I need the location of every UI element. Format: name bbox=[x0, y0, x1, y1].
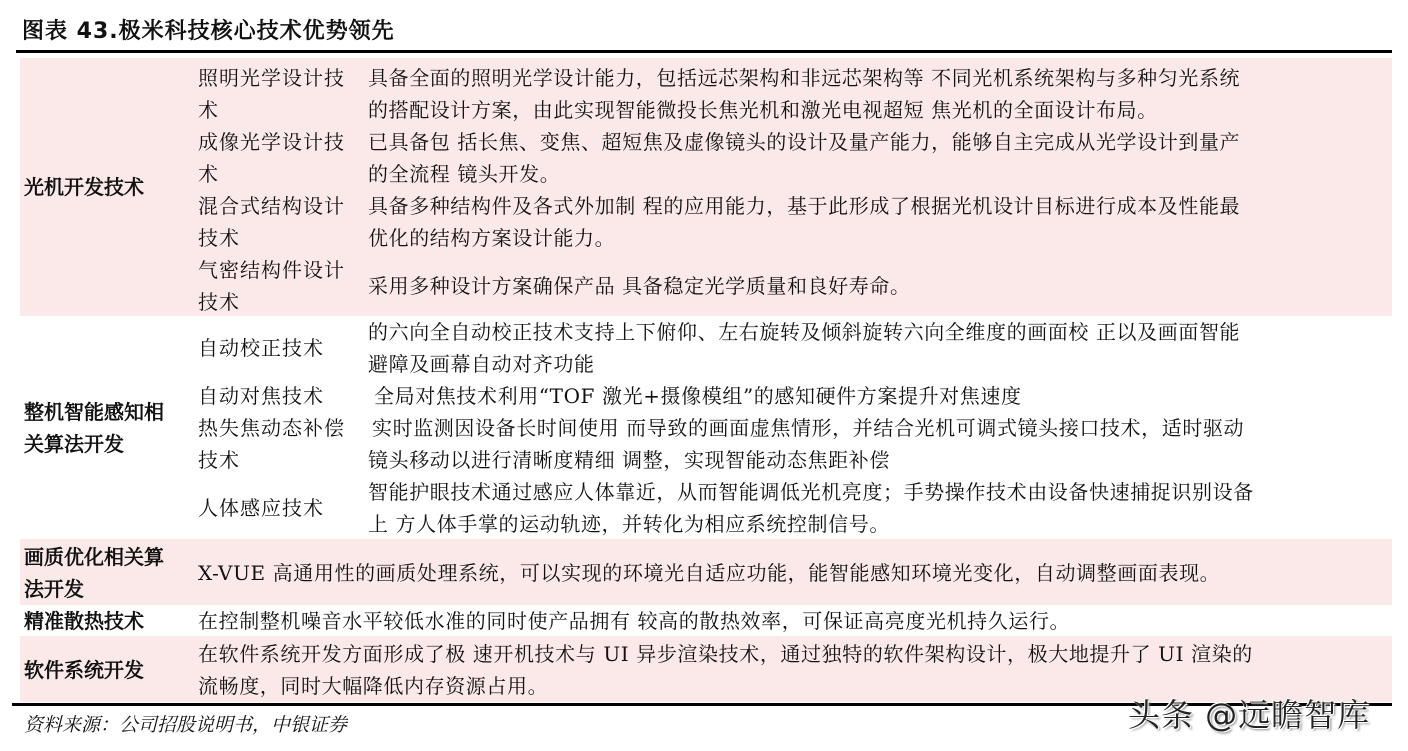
item-desc: 的全流程 镜头开发。 bbox=[368, 162, 561, 186]
item-name: 气密结构件设计 bbox=[198, 258, 345, 282]
category-label: 关算法开发 bbox=[24, 432, 124, 456]
section-optical-engine bbox=[20, 58, 1392, 316]
item-name: 自动校正技术 bbox=[198, 336, 324, 360]
item-name: 技术 bbox=[198, 226, 240, 250]
item-desc: 智能护眼技术通过感应人体靠近，从而智能调低光机亮度；手势操作技术由设备快速捕捉识别设备 bbox=[368, 480, 1254, 504]
item-desc: 流畅度，同时大幅降低内存资源占用。 bbox=[198, 674, 549, 698]
item-name: 照明光学设计技 bbox=[198, 66, 345, 90]
item-name: 术 bbox=[198, 162, 219, 186]
source-note: 资料来源：公司招股说明书，中银证券 bbox=[24, 714, 348, 736]
item-name: 成像光学设计技 bbox=[198, 130, 345, 154]
item-desc: 的搭配设计方案，由此实现智能微投长焦光机和激光电视超短 焦光机的全面设计布局。 bbox=[368, 98, 1158, 122]
item-desc: X-VUE 高通用性的画质处理系统，可以实现的环境光自适应功能，能智能感知环境光变化，自动调整画面表现。 bbox=[198, 561, 1221, 585]
item-name: 人体感应技术 bbox=[198, 496, 324, 520]
item-desc: 避障及画幕自动对齐功能 bbox=[368, 352, 595, 376]
item-desc: 在控制整机噪音水平较低水准的同时使产品拥有 较高的散热效率，可保证高亮度光机持久运行。 bbox=[198, 609, 1071, 633]
item-desc: 采用多种设计方案确保产品 具备稳定光学质量和良好寿命。 bbox=[368, 274, 911, 298]
item-desc: 具备全面的照明光学设计能力，包括远芯架构和非远芯架构等 不同光机系统架构与多种匀光系统 bbox=[368, 66, 1241, 90]
watermark: 头条 @远瞻智库 bbox=[1128, 696, 1371, 734]
item-desc: 优化的结构方案设计能力。 bbox=[368, 226, 616, 250]
item-desc: 的六向全自动校正技术支持上下俯仰、左右旋转及倾斜旋转六向全维度的画面校 正以及画面智能 bbox=[368, 320, 1241, 344]
item-desc: 镜头移动以进行清晰度精细 调整，实现智能动态焦距补偿 bbox=[368, 448, 890, 472]
item-desc: 在软件系统开发方面形成了极 速开机技术与 UI 异步渲染技术，通过独特的软件架构设计，极大地提升了 UI 渲染的 bbox=[198, 642, 1253, 666]
item-desc: 实时监测因设备长时间使用 而导致的画面虚焦情形，并结合光机可调式镜头接口技术，适时驱动 bbox=[372, 416, 1245, 440]
category-label: 光机开发技术 bbox=[24, 175, 144, 199]
item-desc: 已具备包 括长焦、变焦、超短焦及虚像镜头的设计及量产能力，能够自主完成从光学设计到量产 bbox=[368, 130, 1241, 154]
top-rule bbox=[16, 50, 1392, 53]
item-name: 技术 bbox=[198, 290, 240, 314]
category-label: 精准散热技术 bbox=[24, 609, 144, 633]
section-picture-quality bbox=[20, 539, 1392, 605]
category-label: 软件系统开发 bbox=[24, 658, 144, 682]
category-label: 整机智能感知相 bbox=[24, 400, 164, 424]
category-label: 画质优化相关算 bbox=[24, 545, 164, 569]
item-name: 混合式结构设计 bbox=[198, 194, 345, 218]
item-name: 术 bbox=[198, 98, 219, 122]
item-name: 技术 bbox=[198, 448, 240, 472]
item-desc: 全局对焦技术利用“TOF 激光+摄像模组”的感知硬件方案提升对焦速度 bbox=[374, 384, 1022, 408]
section-smart-sensing bbox=[20, 316, 1392, 538]
item-desc: 具备多种结构件及各式外加制 程的应用能力，基于此形成了根据光机设计目标进行成本及性能最 bbox=[368, 194, 1241, 218]
item-desc: 上 方人体手掌的运动轨迹，并转化为相应系统控制信号。 bbox=[368, 512, 890, 536]
figure-title: 图表 43.极米科技核心技术优势领先 bbox=[22, 19, 395, 44]
item-name: 自动对焦技术 bbox=[198, 384, 324, 408]
section-thermal bbox=[20, 605, 1392, 635]
category-label: 法开发 bbox=[24, 577, 84, 601]
item-name: 热失焦动态补偿 bbox=[198, 416, 345, 440]
